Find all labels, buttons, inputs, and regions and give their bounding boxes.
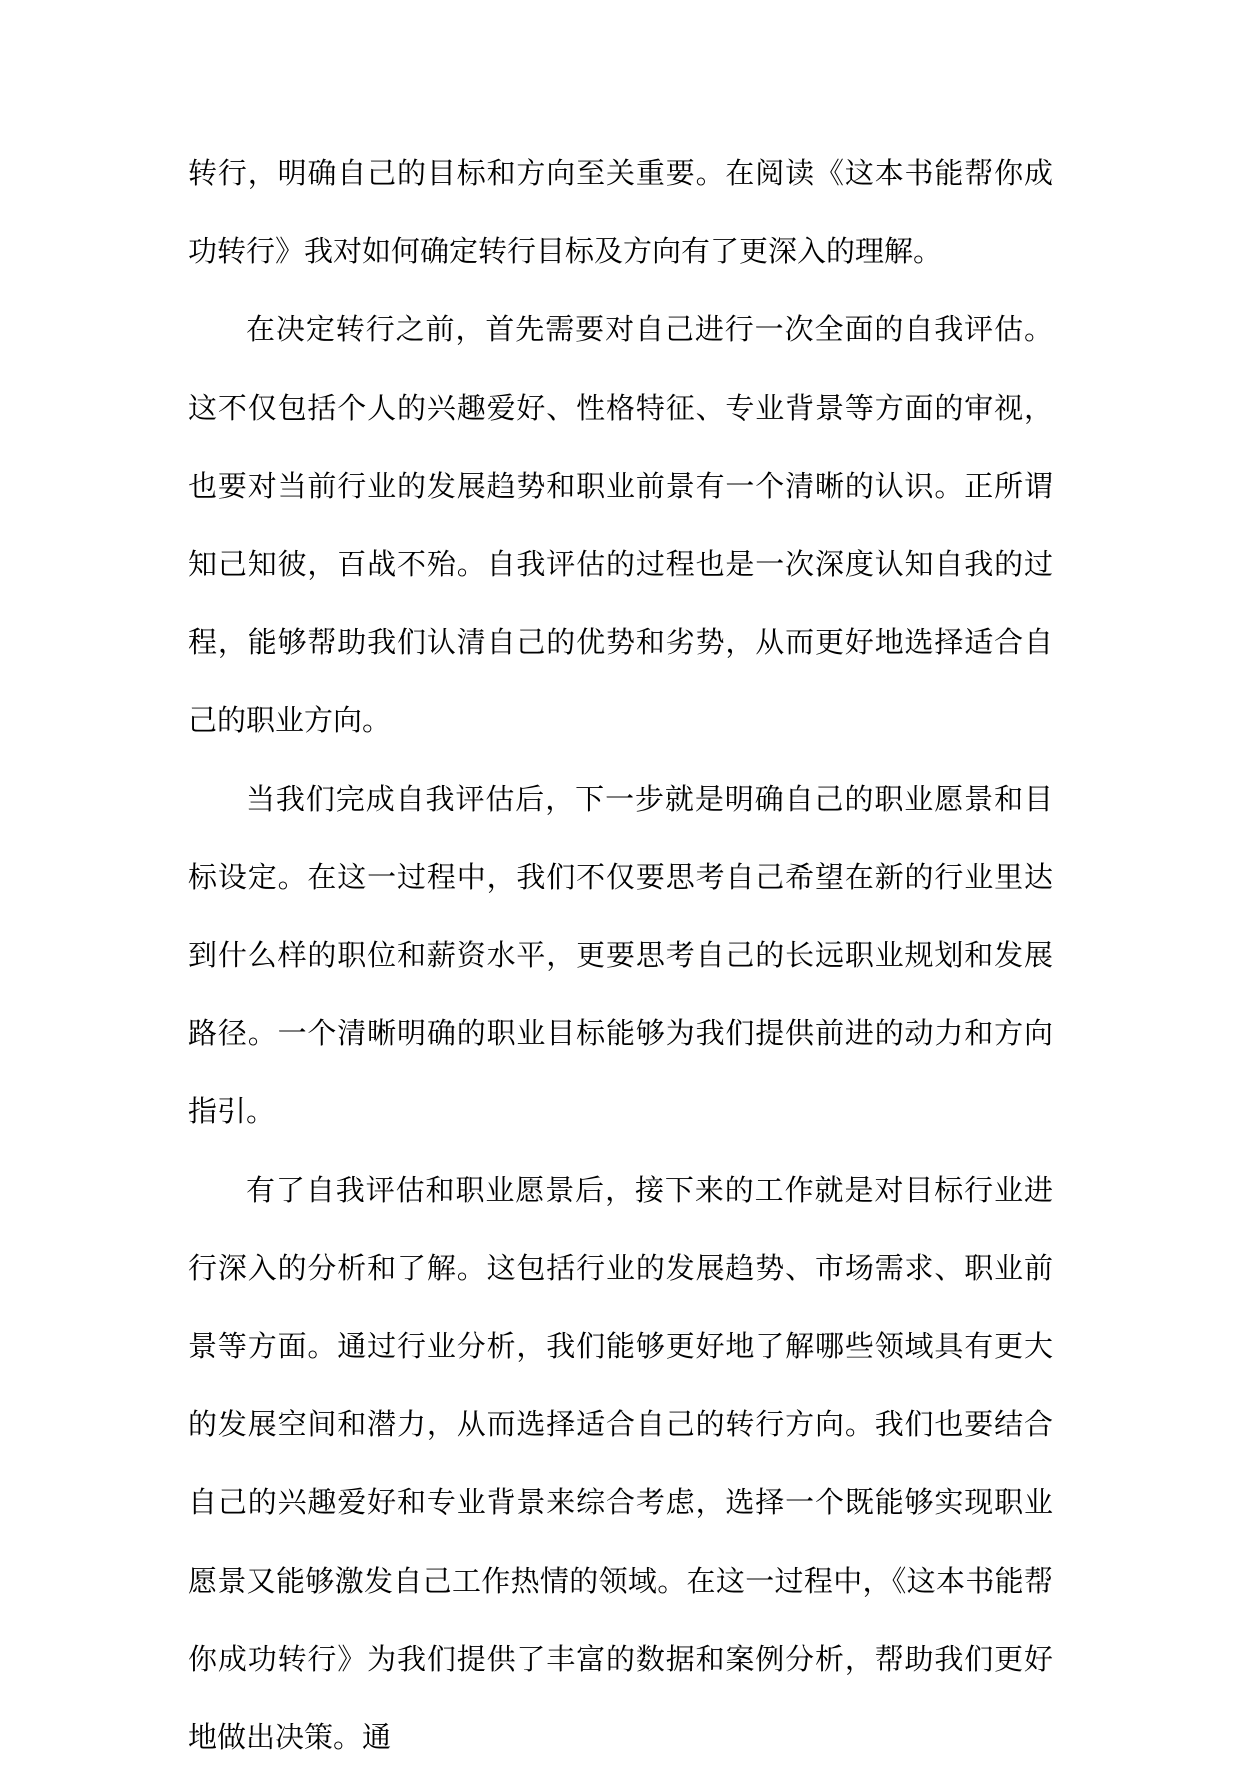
paragraph-self-assessment: 在决定转行之前，首先需要对自己进行一次全面的自我评估。这不仅包括个人的兴趣爱好、性格特征、专业背景等方面的审视，也要对当前行业的发展趋势和职业前景有一个清晰的认识。正所谓知己知彼，百战不殆。自我评估的过程也是一次深度认知自我的过程，能够帮助我们认清自己的优势和劣势，从而更好地选择适合自己的职业方向。 [188, 312, 1053, 738]
paragraph-continuation: 转行，明确自己的目标和方向至关重要。在阅读《这本书能帮你成功转行》我对如何确定转行目标及方向有了更深入的理解。 [188, 156, 1053, 269]
paragraph-industry-analysis: 有了自我评估和职业愿景后，接下来的工作就是对目标行业进行深入的分析和了解。这包括行业的发展趋势、市场需求、职业前景等方面。通过行业分析，我们能够更好地了解哪些领域具有更大的发展空间和潜力，从而选择适合自己的转行方向。我们也要结合自己的兴趣爱好和专业背景来综合考虑，选择一个既能够实现职业愿景又能够激发自己工作热情的领域。在这一过程中，《这本书能帮你成功转行》为我们提供了丰富的数据和案例分析，帮助我们更好地做出决策。通 [188, 1172, 1053, 1755]
document-body [188, 134, 1053, 1776]
paragraph-career-vision: 当我们完成自我评估后，下一步就是明确自己的职业愿景和目标设定。在这一过程中，我们不仅要思考自己希望在新的行业里达到什么样的职位和薪资水平，更要思考自己的长远职业规划和发展路径。一个清晰明确的职业目标能够为我们提供前进的动力和方向指引。 [188, 781, 1053, 1129]
